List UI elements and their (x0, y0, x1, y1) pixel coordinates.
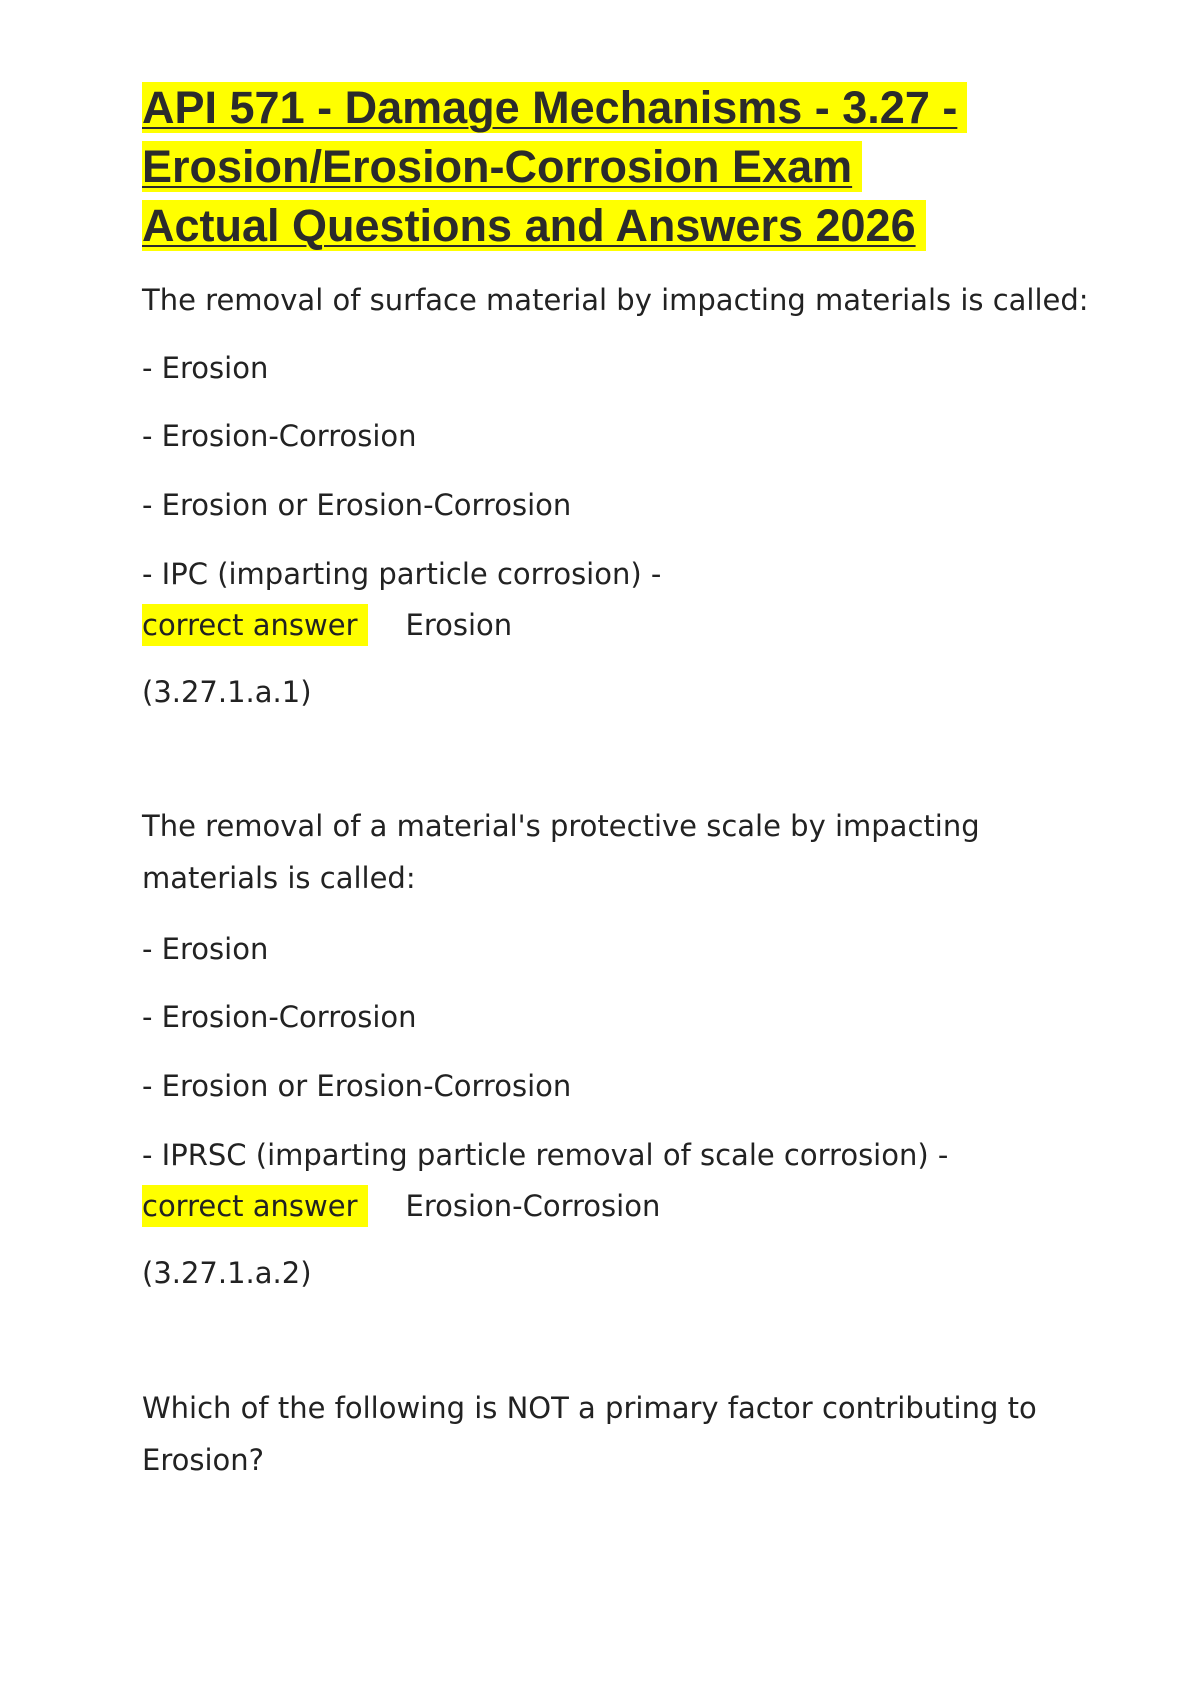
question-1-option-4: - IPC (imparting particle corrosion) - (142, 557, 662, 591)
question-1-option-1: - Erosion (142, 351, 269, 385)
question-1-option-3: - Erosion or Erosion-Corrosion (142, 488, 572, 522)
question-2-option-2: - Erosion-Corrosion (142, 1000, 417, 1034)
question-1-reference: (3.27.1.a.1) (142, 675, 312, 709)
title-line-1: API 571 - Damage Mechanisms - 3.27 - (142, 78, 1042, 137)
correct-answer-label: correct answer (142, 1185, 368, 1227)
question-2-prompt: The removal of a material's protective scale by impacting materials is called: (142, 809, 980, 895)
question-1-prompt: The removal of surface material by impacting materials is called: (142, 283, 1089, 317)
title-line-2: Erosion/Erosion-Corrosion Exam (142, 137, 1042, 196)
question-2-answer-row (142, 1185, 660, 1227)
question-3-prompt: Which of the following is NOT a primary factor contributing to Erosion? (142, 1391, 1037, 1477)
question-2-option-3: - Erosion or Erosion-Corrosion (142, 1069, 572, 1103)
question-1-option-2: - Erosion-Corrosion (142, 419, 417, 453)
question-1-answer: Erosion (405, 608, 513, 642)
question-2-option-1: - Erosion (142, 932, 269, 966)
question-2-reference: (3.27.1.a.2) (142, 1256, 312, 1290)
correct-answer-label: correct answer (142, 604, 368, 646)
document-title (142, 78, 1042, 255)
title-line-3: Actual Questions and Answers 2026 (142, 196, 1042, 255)
question-1-answer-row (142, 604, 512, 646)
question-2-answer: Erosion-Corrosion (405, 1189, 661, 1223)
question-2-option-4: - IPRSC (imparting particle removal of scale corrosion) - (142, 1138, 949, 1172)
